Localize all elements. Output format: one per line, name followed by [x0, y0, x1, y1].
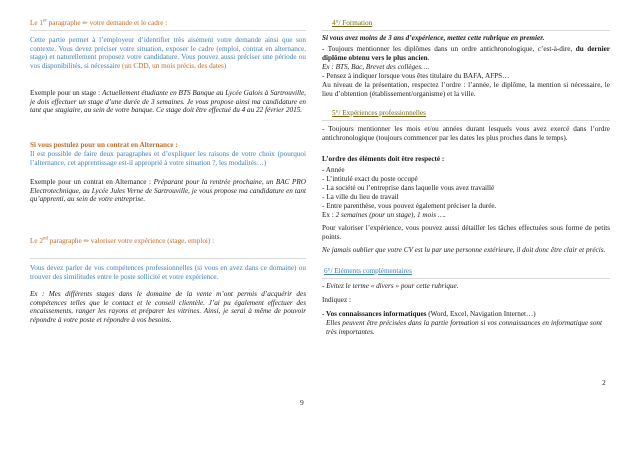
section-6-paragraph-2: Indiquez : — [322, 296, 351, 304]
divider — [322, 120, 610, 121]
section-5-item: - La ville du lieu de travail — [322, 193, 399, 201]
section-6-title: 6°/ Eléments complémentaires — [324, 267, 412, 275]
section-5-paragraph-2: Pour valoriser l’expérience, vous pouvez aussi détailler les tâches effectuées sous forme de petits points. — [322, 224, 610, 241]
section-5-note: Ne jamais oublier que votre CV est lu par une personne extérieure, il doit donc être clair et précis. — [322, 246, 606, 254]
section-5-order-title: L’ordre des éléments doit être respecté : — [322, 155, 445, 163]
pencil-icon: ✏ — [83, 237, 89, 245]
experience-paragraph: Vous devez parler de vos compétences professionnelles (si vous en avez dans ce domaine) ou trouver des similitudes entre le poste sollicité et votre expérience. — [30, 264, 306, 281]
section-5-item: - Entre parenthèse, vous pouvez également préciser la durée. — [322, 202, 497, 210]
page-number: 9 — [300, 398, 304, 407]
paragraph-1-heading: Le 1er paragraphe ✏ votre demande et le cadre : — [30, 18, 168, 27]
section-6-paragraph-3: - Vos connaissances informatiques (Word, Excel, Navigation Internet…) — [322, 310, 536, 318]
internship-example: Exemple pour un stage : Actuellement étudiante en BTS Banque au Lycée Galois à Sartrouville, je dois effectuer un stage d’une durée de 3 semaines. Je vous propose ainsi ma candidature en tant que stagiaire, au sein de votre banque. Ce stage doit être effectué du 4 au 22 février 2015. — [30, 89, 306, 115]
intro-paragraph: Cette partie permet à l’employeur d’identifier très aisément votre demande ainsi que son contexte. Vous devez préciser votre situation, exposer le cadre (emploi, contrat en alternance, stage) et naturellement proposez votre candidature. Vous pouvez aussi préciser une période ou vos disponibilités, si nécessaire (un CDD, un mois précis, des dates) — [30, 36, 306, 71]
divider — [30, 258, 306, 259]
section-4-paragraph-1: - Toujours mentionner les diplômes dans un ordre antichronologique, c’est-à-dire, du dernier diplôme obtenu vers le plus ancien. — [322, 45, 610, 62]
section-4-paragraph-3: Au niveau de la présentation, respectez l’ordre : l’année, le diplôme, la mention si nécessaire, le lieu d’obtention (établissement/organisme) et la ville. — [322, 81, 610, 98]
section-6-paragraph-4: Elles peuvent être précisées dans la partie formation si vos connaissances en informatique sont très importantes. — [326, 319, 602, 336]
alternance-example: Exemple pour un contrat en Alternance : Préparant pour la rentrée prochaine, un BAC PRO Electrotechnique, au Lycée Jules Verne de Sartrouville, je vous propose ma candidature en tant qu’apprenti, au sein de votre entreprise. — [30, 178, 306, 204]
divider — [30, 30, 306, 31]
divider — [322, 278, 610, 279]
section-4-intro: Si vous avez moins de 3 ans d’expérience, mettez cette rubrique en premier. — [322, 34, 545, 42]
section-5-item: - Année — [322, 166, 345, 174]
section-5-item: - La société ou l’entreprise dans laquelle vous avez travaillé — [322, 184, 495, 192]
pencil-icon: ✏ — [82, 19, 88, 27]
divider — [322, 30, 610, 31]
section-5-item: - L’intitulé exact du poste occupé — [322, 175, 418, 183]
period-examples: (un CDD, un mois précis, des dates) — [122, 62, 227, 71]
section-6-paragraph-1: - Evitez le terme « divers » pour cette rubrique. — [322, 282, 459, 290]
page-number: 2 — [602, 378, 606, 387]
section-4-example: Ex : BTS, Bac, Brevet des collèges…. — [322, 63, 430, 71]
section-5-title: 5°/ Expériences professionnelles — [332, 109, 426, 117]
section-4-paragraph-2: - Pensez à indiquer lorsque vous êtes titulaire du BAFA, AFPS… — [322, 72, 510, 80]
experience-example: Ex : Mes différents stages dans le domaine de la vente m’ont permis d’acquérir des compétences telles que le contact et le conseil clientèle. J’ai pu également effectuer des encaissements, ranger les rayons et préparer les vitrines. Ainsi, je serai à même de pouvoir répondre à votre poste et répondre à vos besoins. — [30, 290, 306, 325]
alternance-title: Si vous postulez pour un contrat en Alternance : — [30, 141, 178, 149]
section-5-paragraph-1: - Toujours mentionner les mois et/ou années durant lesquels vous avez exercé dans l’ordre antichronologique (toujours commencer par les dates les plus proches dans le temps). — [322, 125, 610, 142]
alternance-paragraph: Il est possible de faire deux paragraphes et d’expliquer les raisons de votre choix (pourquoi l’alternance, cet apprentissage est-il approprié à votre situation ?, les modalités…) — [30, 150, 306, 167]
section-5-example: Ex : 2 semaines (pour un stage), 1 mois …. — [322, 211, 446, 219]
section-4-title: 4°/ Formation — [332, 19, 373, 27]
paragraph-2-heading: Le 2nd paragraphe ✏ valoriser votre expérience (stage, emploi) : — [30, 236, 215, 245]
